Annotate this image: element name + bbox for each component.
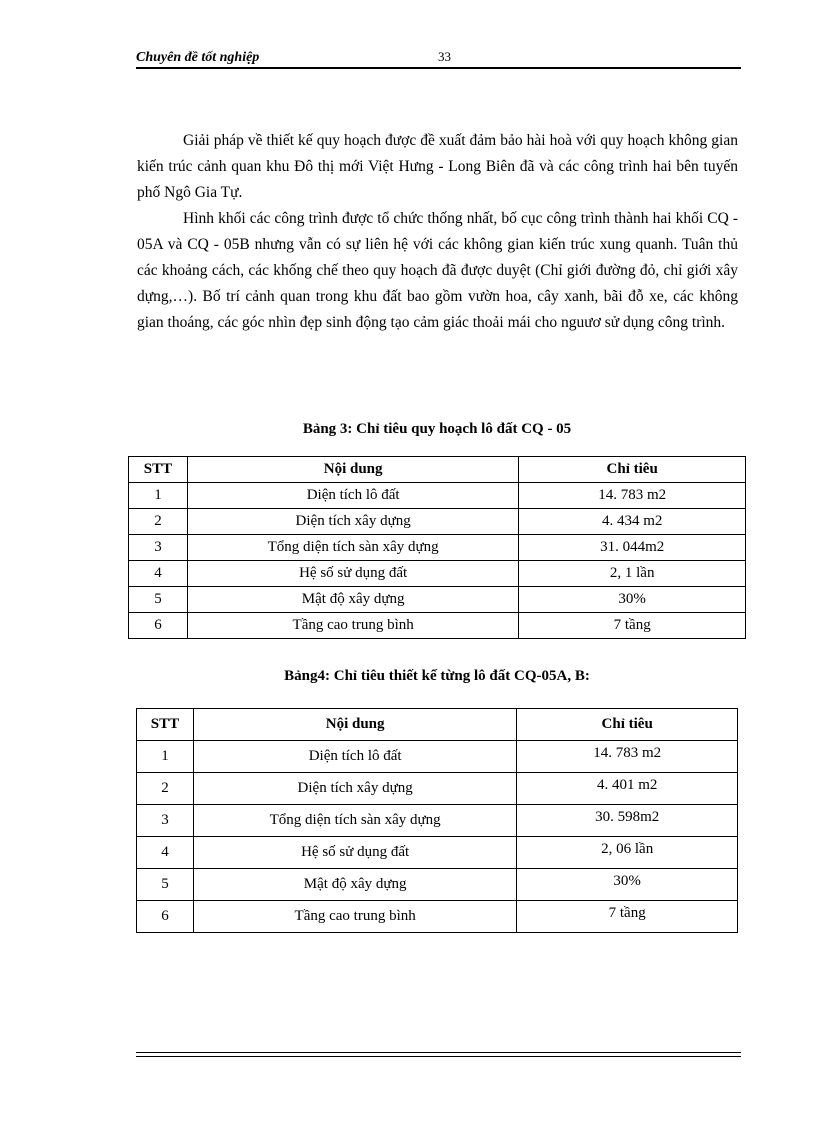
cell-stt: 5 — [137, 869, 194, 901]
footer-divider — [136, 1052, 741, 1053]
cell-content: Tổng diện tích sàn xây dựng — [187, 535, 518, 561]
cell-stt: 1 — [129, 483, 188, 509]
page-header — [136, 48, 741, 68]
table-3-caption: Bảng 3: Chỉ tiêu quy hoạch lô đất CQ - 05 — [302, 421, 572, 437]
cell-content: Mật độ xây dựng — [193, 869, 516, 901]
cell-value: 7 tầng — [517, 901, 738, 933]
cell-stt: 1 — [137, 741, 194, 773]
cell-stt: 5 — [129, 587, 188, 613]
cell-value: 2, 1 lần — [519, 561, 746, 587]
column-header: Nội dung — [187, 457, 518, 483]
column-header: Chỉ tiêu — [517, 709, 738, 741]
table-row — [129, 483, 746, 509]
design-indicators-table — [136, 708, 738, 933]
table-row — [129, 535, 746, 561]
cell-content: Tầng cao trung bình — [193, 901, 516, 933]
table-row — [137, 773, 738, 805]
cell-content: Diện tích xây dựng — [187, 509, 518, 535]
cell-content: Diện tích lô đất — [193, 741, 516, 773]
column-header: STT — [137, 709, 194, 741]
cell-content: Diện tích xây dựng — [193, 773, 516, 805]
cell-stt: 3 — [129, 535, 188, 561]
cell-stt: 6 — [137, 901, 194, 933]
table-row — [129, 561, 746, 587]
cell-stt: 3 — [137, 805, 194, 837]
table-header-row — [129, 457, 746, 483]
cell-value: 4. 434 m2 — [519, 509, 746, 535]
cell-content: Tổng diện tích sàn xây dựng — [193, 805, 516, 837]
cell-value: 30% — [517, 869, 738, 901]
cell-value: 2, 06 lần — [517, 837, 738, 869]
cell-stt: 4 — [137, 837, 194, 869]
table-row — [129, 587, 746, 613]
table-header-row — [137, 709, 738, 741]
column-header: Nội dung — [193, 709, 516, 741]
column-header: Chỉ tiêu — [519, 457, 746, 483]
table-row — [137, 805, 738, 837]
table-row — [137, 837, 738, 869]
cell-stt: 4 — [129, 561, 188, 587]
cell-stt: 2 — [137, 773, 194, 805]
cell-stt: 6 — [129, 613, 188, 639]
paragraph: Hình khối các công trình được tổ chức thống nhất, bố cục công trình thành hai khối CQ - 05A và CQ - 05B nhưng vẫn có sự liên hệ với các không gian kiến trúc xung quanh. Tuân thủ các khoảng cách, các khống chế theo quy hoạch đã được duyệt (Chỉ giới đường đỏ, chỉ giới xây dựng,…). Bố trí cảnh quan trong khu đất bao gồm vườn hoa, cây xanh, bãi đỗ xe, các không gian thoáng, các góc nhìn đẹp sinh động tạo cảm giác thoải mái cho nguươ sử dụng công trình. — [137, 210, 738, 331]
table-row — [129, 509, 746, 535]
cell-stt: 2 — [129, 509, 188, 535]
cell-content: Mật độ xây dựng — [187, 587, 518, 613]
table-row — [129, 613, 746, 639]
body-text — [137, 128, 738, 336]
page-number: 33 — [438, 49, 451, 64]
cell-content: Hệ số sử dụng đất — [187, 561, 518, 587]
table-4-caption: Bảng4: Chỉ tiêu thiết kế từng lô đất CQ-05A, B: — [284, 668, 590, 684]
header-divider — [136, 67, 741, 69]
paragraph: Giải pháp về thiết kế quy hoạch được đề xuất đảm bảo hài hoà với quy hoạch không gian kiến trúc cảnh quan khu Đô thị mới Việt Hưng - Long Biên đã và các công trình hai bên tuyến phố Ngô Gia Tự. — [137, 132, 738, 201]
cell-value: 14. 783 m2 — [517, 741, 738, 773]
cell-value: 14. 783 m2 — [519, 483, 746, 509]
cell-content: Tầng cao trung bình — [187, 613, 518, 639]
column-header: STT — [129, 457, 188, 483]
cell-content: Diện tích lô đất — [187, 483, 518, 509]
cell-value: 30. 598m2 — [517, 805, 738, 837]
cell-value: 7 tầng — [519, 613, 746, 639]
table-row — [137, 901, 738, 933]
cell-content: Hệ số sử dụng đất — [193, 837, 516, 869]
footer-divider — [136, 1056, 741, 1057]
cell-value: 30% — [519, 587, 746, 613]
table-row — [137, 741, 738, 773]
table-row — [137, 869, 738, 901]
cell-value: 4. 401 m2 — [517, 773, 738, 805]
cell-value: 31. 044m2 — [519, 535, 746, 561]
planning-indicators-table — [128, 456, 746, 639]
document-title: Chuyên đề tốt nghiệp — [136, 50, 260, 65]
